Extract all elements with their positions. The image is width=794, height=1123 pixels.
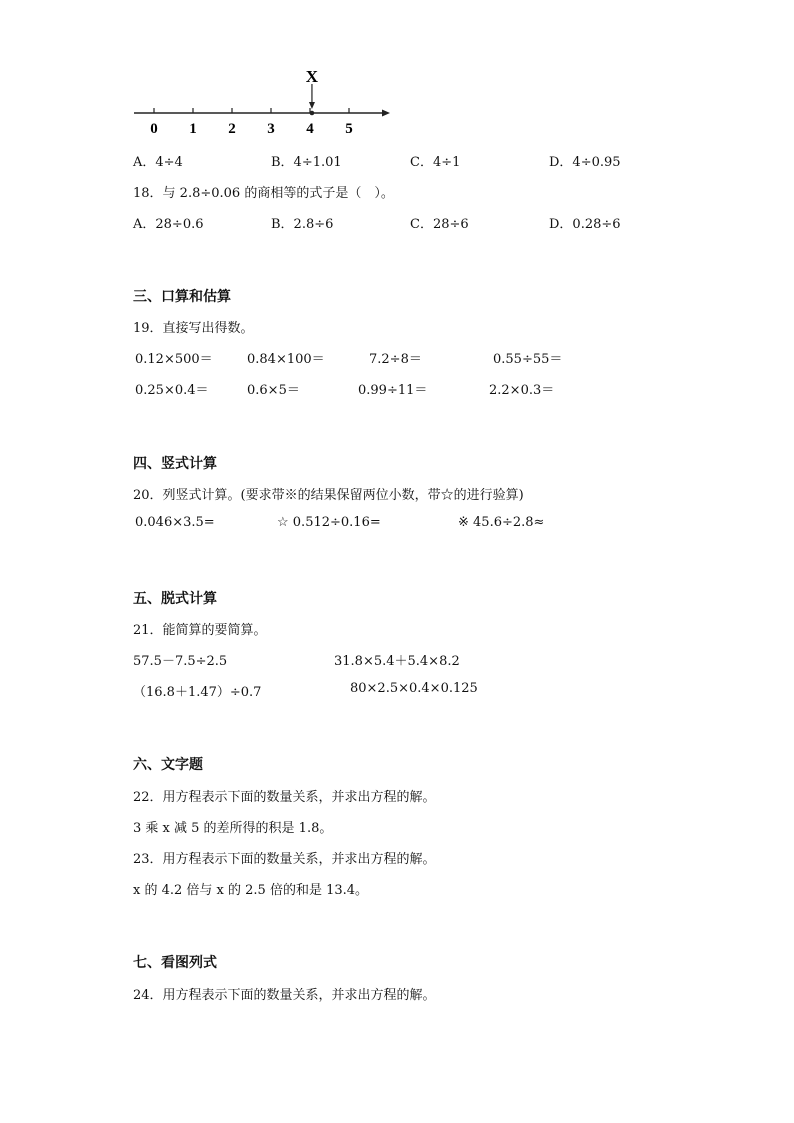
q24-stem: 24．用方程表示下面的数量关系，并求出方程的解。 <box>133 988 436 1003</box>
q21-item-2: 31.8×5.4＋5.4×8.2 <box>334 654 460 669</box>
q17-option-b[interactable]: B．4÷1.01 <box>271 155 342 170</box>
number-line-figure <box>128 62 398 140</box>
q19-item-5: 0.25×0.4＝ <box>135 383 209 398</box>
q19-item-1: 0.12×500＝ <box>135 352 213 367</box>
q20-item-2: ☆ 0.512÷0.16= <box>277 515 381 530</box>
number-line-tick-label: 3 <box>267 121 275 137</box>
q17-option-c[interactable]: C．4÷1 <box>410 155 461 170</box>
q22-stem: 22．用方程表示下面的数量关系，并求出方程的解。 <box>133 790 436 805</box>
q21-item-4: 80×2.5×0.4×0.125 <box>350 681 478 696</box>
q21-stem: 21．能简算的要简算。 <box>133 623 267 638</box>
q21-item-1: 57.5－7.5÷2.5 <box>133 654 228 669</box>
point-pointer-arrow <box>309 102 315 109</box>
section-6-title: 六、文字题 <box>133 757 203 773</box>
q20-item-3: ※ 45.6÷2.8≈ <box>458 515 545 530</box>
point-dot <box>310 111 315 116</box>
q19-item-7: 0.99÷11＝ <box>358 383 428 398</box>
q23-text: x 的 4.2 倍与 x 的 2.5 倍的和是 13.4。 <box>133 883 369 898</box>
number-line-tick-label: 5 <box>345 121 353 137</box>
q20-item-1: 0.046×3.5= <box>135 515 215 530</box>
q18-option-d[interactable]: D．0.28÷6 <box>549 217 621 232</box>
section-4-title: 四、竖式计算 <box>133 456 217 472</box>
q19-item-4: 0.55÷55＝ <box>493 352 563 367</box>
q22-text: 3 乘 x 减 5 的差所得的积是 1.8。 <box>133 821 333 836</box>
q18-option-a[interactable]: A．28÷0.6 <box>133 217 204 232</box>
number-line-arrow <box>382 110 390 117</box>
section-3-title: 三、口算和估算 <box>133 289 231 305</box>
number-line-tick-label: 4 <box>306 121 314 137</box>
q21-item-3: （16.8＋1.47）÷0.7 <box>133 685 262 700</box>
q19-item-6: 0.6×5＝ <box>247 383 300 398</box>
q18-option-c[interactable]: C．28÷6 <box>410 217 469 232</box>
q20-stem: 20．列竖式计算。(要求带※的结果保留两位小数，带☆的进行验算) <box>133 488 524 503</box>
number-line-tick-label: 2 <box>228 121 236 137</box>
number-line-tick-label: 0 <box>150 121 158 137</box>
q23-stem: 23．用方程表示下面的数量关系，并求出方程的解。 <box>133 852 436 867</box>
section-7-title: 七、看图列式 <box>133 955 217 971</box>
q17-option-d[interactable]: D．4÷0.95 <box>549 155 621 170</box>
point-label: X <box>305 67 319 86</box>
q19-stem: 19．直接写出得数。 <box>133 321 254 336</box>
q17-option-a[interactable]: A．4÷4 <box>133 155 183 170</box>
q19-item-3: 7.2÷8＝ <box>369 352 422 367</box>
number-line-tick-label: 1 <box>189 121 197 137</box>
q18-option-b[interactable]: B．2.8÷6 <box>271 217 334 232</box>
q19-item-2: 0.84×100＝ <box>247 352 325 367</box>
q18-stem: 18．与 2.8÷0.06 的商相等的式子是（ ）。 <box>133 186 394 201</box>
section-5-title: 五、脱式计算 <box>133 591 217 607</box>
q19-item-8: 2.2×0.3＝ <box>489 383 555 398</box>
